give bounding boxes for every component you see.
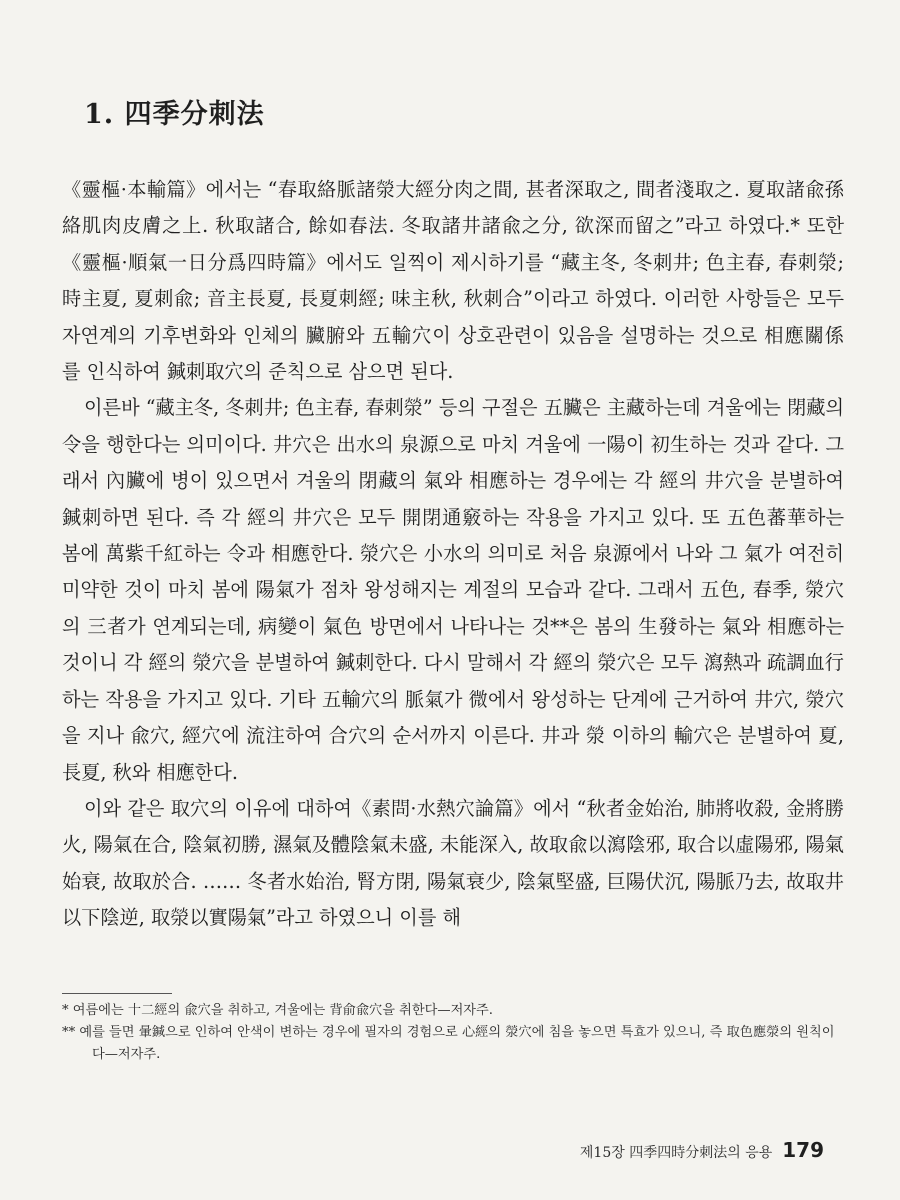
paragraph-2: 이른바 “藏主冬, 冬刺井; 色主春, 春刺滎” 등의 구절은 五臟은 主藏하는데 겨울에는 閉藏의 令을 행한다는 의미이다. 井穴은 出水의 泉源으로 마치 겨울에 一陽이 初生하는 것과 같다. 그래서 內臟에 병이 있으면서 겨울의 閉藏의 氣와 相應하는 경우에는 각 經의 井穴을 분별하여 鍼刺하면 된다. 즉 각 經의 井穴은 모두 開閉通竅하는 작용을 가지고 있다. 또 五色蕃華하는 봄에 萬紫千紅하는 令과 相應한다. 滎穴은 小水의 의미로 처음 泉源에서 나와 그 氣가 여전히 미약한 것이 마치 봄에 陽氣가 점차 왕성해지는 계절의 모습과 같다. 그래서 五色, 春季, 滎穴의 三者가 연계되는데, 病變이 氣色 방면에서 나타나는 것**은 봄의 生發하는 氣와 相應하는 것이니 각 經의 滎穴을 분별하여 鍼刺한다. 다시 말해서 각 經의 滎穴은 모두 瀉熱과 疏調血行하는 작용을 가지고 있다. 기타 五輸穴의 脈氣가 微에서 왕성하는 단계에 근거하여 井穴, 滎穴을 지나 兪穴, 經穴에 流注하여 合穴의 순서까지 이른다. 井과 滎 이하의 輸穴은 분별하여 夏, 長夏, 秋와 相應한다. bbox=[62, 396, 844, 784]
page-number: 179 bbox=[782, 1138, 824, 1162]
section-title: 1. 四季分刺法 bbox=[84, 99, 265, 130]
paragraph-3: 이와 같은 取穴의 이유에 대하여《素問·水熱穴論篇》에서 “秋者金始治, 肺將收殺, 金將勝火, 陽氣在合, 陰氣初勝, 濕氣及體陰氣未盛, 未能深入, 故取兪以瀉陰邪, 取合以虛陽邪, 陽氣始衰, 故取於合. …… 冬者水始治, 腎方閉, 陽氣衰少, 陰氣堅盛, 巨陽伏沉, 陽脈乃去, 故取井以下陰逆, 取滎以實陽氣”라고 하였으니 이를 해 bbox=[62, 796, 844, 930]
body-text bbox=[62, 172, 844, 937]
footnote-2: ** 예를 들면 暈鍼으로 인하여 안색이 변하는 경우에 필자의 경험으로 心經의 滎穴에 침을 놓으면 특효가 있으니, 즉 取色應滎의 원칙이다—저자주. bbox=[62, 1025, 835, 1062]
footnote-1: * 여름에는 十二經의 兪穴을 취하고, 겨울에는 背俞兪穴을 취한다—저자주. bbox=[62, 1003, 493, 1018]
footnotes bbox=[62, 1000, 844, 1066]
page-footer bbox=[580, 1138, 824, 1162]
running-head: 제15장 四季四時分刺法의 응용 bbox=[579, 1145, 773, 1161]
footnote-rule bbox=[62, 993, 172, 994]
paragraph-1: 《靈樞·本輸篇》에서는 “春取絡脈諸滎大經分肉之間, 甚者深取之, 間者淺取之. 夏取諸兪孫絡肌肉皮膚之上. 秋取諸合, 餘如春法. 冬取諸井諸兪之分, 欲深而留之”라고 하였다.* 또한《靈樞·順氣一日分爲四時篇》에서도 일찍이 제시하기를 “藏主冬, 冬刺井; 色主春, 春刺滎; 時主夏, 夏刺兪; 音主長夏, 長夏刺經; 味主秋, 秋刺合”이라고 하였다. 이러한 사항들은 모두 자연계의 기후변화와 인체의 臟腑와 五輸穴이 상호관련이 있음을 설명하는 것으로 相應關係를 인식하여 鍼刺取穴의 준칙으로 삼으면 된다. bbox=[62, 178, 844, 384]
